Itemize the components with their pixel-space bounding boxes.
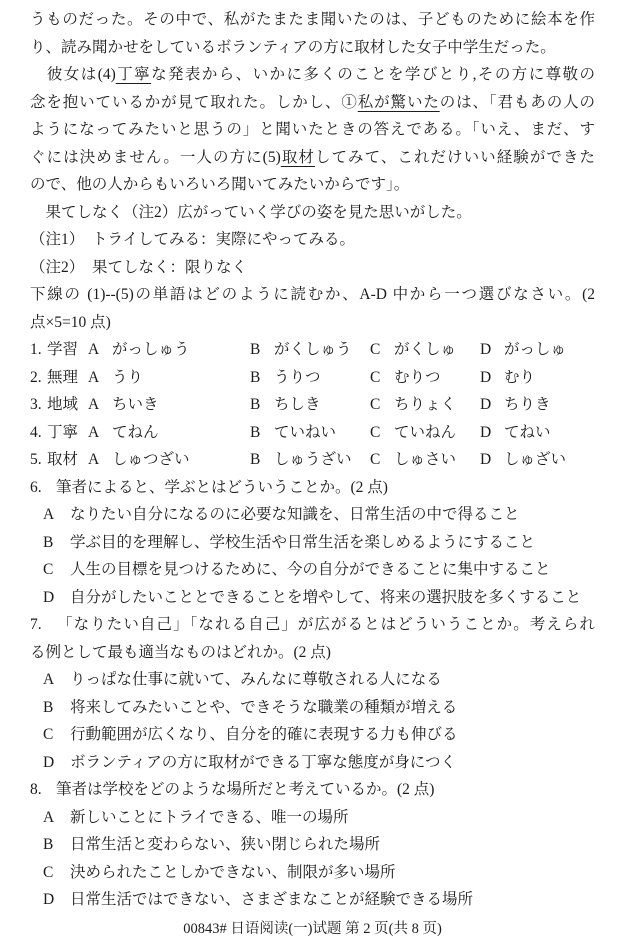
vocab-option-d — [480, 419, 595, 447]
option-label: A — [43, 671, 55, 688]
vocab-row — [30, 446, 595, 474]
option-label: D — [43, 753, 55, 771]
option-label: B — [43, 836, 54, 853]
option-label: A — [43, 808, 55, 826]
question-stem — [30, 639, 595, 667]
paragraph-text: ようになってみたいと思うの」と聞いたときの答えである。「いえ、まだ、す — [30, 121, 595, 138]
vocab-option-a — [88, 364, 250, 392]
answer-option — [30, 804, 595, 832]
question-number: 3. — [30, 396, 42, 413]
instruction-line: 点×5=10 点) — [30, 313, 111, 331]
underlined-word: 丁寧 — [115, 66, 152, 83]
option-label: A — [88, 423, 100, 441]
paragraph-line — [30, 61, 595, 89]
option-text: 新しいことにトライできる、唯一の場所 — [70, 808, 349, 826]
note-line: （注1） トライしてみる：実際にやってみる。 — [30, 231, 356, 248]
option-label: D — [43, 588, 55, 606]
underlined-word: 取材 — [280, 148, 315, 166]
question-number: 4. — [30, 423, 42, 441]
option-text: がくしゅ — [394, 341, 457, 358]
vocab-option-c — [370, 391, 480, 419]
option-label: D — [480, 451, 492, 468]
option-text: てねい — [504, 423, 551, 441]
paragraph-text: ぐには決めません。一人の方に(5) — [30, 148, 281, 166]
note-line: （注2） 果てしなく：限りなく — [30, 258, 248, 276]
option-label: D — [480, 396, 492, 413]
paragraph-text: のは、「君もあの人の — [439, 93, 595, 111]
answer-option — [30, 666, 595, 694]
option-label: A — [88, 368, 100, 386]
vocab-word: 丁寧 — [47, 423, 79, 441]
option-text: がっしゅ — [504, 341, 567, 358]
vocab-word-cell — [30, 419, 88, 447]
answer-option — [30, 584, 595, 612]
vocab-option-c — [370, 419, 480, 447]
question-stem-text: 筆者によると、学ぶとはどういうことか。(2 点) — [56, 478, 388, 496]
option-label: D — [43, 891, 55, 908]
vocab-row — [30, 364, 595, 392]
option-text: 人生の目標を見つけるために、今の自分ができることに集中すること — [70, 561, 551, 578]
option-label: A — [88, 451, 100, 468]
vocab-word-cell — [30, 446, 88, 474]
option-label: A — [43, 506, 55, 523]
vocab-row — [30, 391, 595, 419]
question-number: 6. — [30, 478, 42, 496]
answer-option — [30, 501, 595, 529]
question-stem-text: 「なりたい自己」「なれる自己」が広がるとはどういうことか。考えられ — [56, 616, 595, 633]
option-text: なりたい自分になるのに必要な知識を、日常生活の中で得ること — [70, 506, 520, 523]
option-label: C — [370, 368, 381, 386]
option-label: B — [250, 423, 261, 441]
option-text: しゅうざい — [274, 451, 352, 468]
question-stem — [30, 611, 595, 639]
option-text: ていねん — [394, 423, 457, 441]
answer-option — [30, 859, 595, 887]
option-text: むり — [504, 368, 536, 386]
vocab-option-a — [88, 446, 250, 474]
answer-option — [30, 694, 595, 722]
paragraph-line — [30, 6, 595, 34]
option-text: がくしゅう — [274, 341, 352, 358]
option-text: ボランティアの方に取材ができる丁寧な態度が身につく — [70, 753, 456, 771]
question-stem-text: 筆者は学校をどのような場所だと考えているか。(2 点) — [56, 781, 435, 798]
option-text: 学ぶ目的を理解し、学校生活や日常生活を楽しめるようにすること — [70, 533, 536, 551]
vocab-word: 地域 — [47, 396, 79, 413]
option-text: ちしき — [274, 396, 321, 413]
option-text: 行動範囲が広くなり、自分を的確に表現する力も伸びる — [70, 726, 458, 743]
paragraph-text: り、読み聞かせをしているボランティアの方に取材した女子中学生だった。 — [30, 38, 556, 56]
question-number: 5. — [30, 451, 42, 468]
option-text: 日常生活ではできない、さまざまなことが経験できる場所 — [70, 891, 474, 908]
question-stem-text: る例として最も適当なものはどれか。(2 点) — [30, 643, 331, 661]
option-label: C — [370, 341, 381, 358]
option-text: 決められたことしかできない、制限が多い場所 — [70, 863, 396, 881]
option-label: B — [250, 451, 261, 468]
underlined-word: 私が驚いた — [357, 93, 440, 111]
option-label: B — [43, 533, 54, 551]
paragraph-text: うものだった。その中で、私がたまたま聞いたのは、子どものために絵本を作 — [30, 11, 595, 28]
vocab-word-cell — [30, 364, 88, 392]
vocab-option-a — [88, 419, 250, 447]
paragraph-line — [30, 89, 595, 117]
option-label: C — [43, 726, 54, 743]
option-label: D — [480, 423, 492, 441]
vocab-row — [30, 419, 595, 447]
paragraph-text: 果てしなく（注2）広がっていく学びの姿を見た思いがした。 — [30, 203, 472, 221]
option-label: D — [480, 368, 492, 386]
paragraph-text: 念を抱いているかが見て取れた。しかし、① — [30, 93, 358, 111]
option-text: ていねい — [274, 423, 337, 441]
option-label: B — [43, 698, 54, 716]
option-label: D — [480, 341, 492, 358]
option-text: うり — [112, 368, 144, 386]
paragraph-line — [30, 34, 595, 62]
instruction-line: 下線の (1)--(5)の単語はどのように読むか、A-D 中から一つ選びなさい。(2 — [30, 286, 595, 303]
vocab-word: 無理 — [47, 368, 79, 386]
option-label: C — [370, 451, 381, 468]
vocab-word: 取材 — [47, 451, 79, 468]
option-text: うりつ — [274, 368, 321, 386]
paragraph-text: ので、他の人からもいろいろ聞いてみたいからです」。 — [30, 176, 410, 193]
option-label: C — [43, 863, 54, 881]
paragraph-line — [30, 144, 595, 172]
option-text: しゅざい — [504, 451, 567, 468]
option-text: 日常生活と変わらない、狭い閉じられた場所 — [70, 836, 381, 853]
paragraph-text: な発表から、いかに多くのことを学びとり,その方に尊敬の — [151, 66, 595, 83]
paragraph-line — [30, 171, 595, 199]
option-text: りっぱな仕事に就いて、みんなに尊敬される人になる — [70, 671, 442, 688]
option-label: C — [370, 423, 381, 441]
answer-option — [30, 529, 595, 557]
option-label: B — [250, 368, 261, 386]
answer-option — [30, 556, 595, 584]
option-text: がっしゅう — [112, 341, 190, 358]
question-number: 8. — [30, 781, 42, 798]
vocab-word-cell — [30, 336, 88, 364]
option-text: てねん — [112, 423, 159, 441]
option-label: C — [43, 561, 54, 578]
vocab-option-a — [88, 391, 250, 419]
option-text: ちりき — [504, 396, 551, 413]
paragraph-text: してみて、これだけいい経験ができた — [314, 148, 595, 166]
option-text: ちいき — [112, 396, 159, 413]
vocab-option-c — [370, 364, 480, 392]
vocab-option-b — [250, 419, 370, 447]
option-text: むりつ — [394, 368, 441, 386]
vocab-option-d — [480, 446, 595, 474]
vocab-option-d — [480, 336, 595, 364]
vocab-word-cell — [30, 391, 88, 419]
question-stem — [30, 474, 595, 502]
option-text: 将来してみたいことや、できそうな職業の種類が増える — [70, 698, 458, 716]
paragraph-line — [30, 199, 595, 227]
vocab-option-c — [370, 336, 480, 364]
question-number: 2. — [30, 368, 42, 386]
vocab-row — [30, 336, 595, 364]
vocab-option-b — [250, 364, 370, 392]
question-number: 1. — [30, 341, 42, 358]
answer-option — [30, 886, 595, 914]
option-label: C — [370, 396, 381, 413]
answer-option — [30, 721, 595, 749]
vocab-option-b — [250, 446, 370, 474]
paragraph-line — [30, 116, 595, 144]
question-stem — [30, 776, 595, 804]
vocab-option-c — [370, 446, 480, 474]
option-label: B — [250, 341, 261, 358]
option-label: A — [88, 341, 100, 358]
vocab-option-b — [250, 336, 370, 364]
option-label: B — [250, 396, 261, 413]
option-text: しゅつざい — [112, 451, 190, 468]
paragraph-text: 彼女は(4) — [30, 66, 116, 83]
option-label: A — [88, 396, 100, 413]
vocab-option-d — [480, 391, 595, 419]
question-number: 7. — [30, 616, 42, 633]
answer-option — [30, 749, 595, 777]
option-text: しゅさい — [394, 451, 457, 468]
vocab-word: 学習 — [47, 341, 79, 358]
page-footer: 00843# 日语阅读(一)试题 第 2 页(共 8 页) — [183, 920, 442, 937]
option-text: 自分がしたいこととできることを増やして、将来の選択肢を多くすること — [70, 588, 582, 606]
vocab-option-b — [250, 391, 370, 419]
option-text: ちりょく — [394, 396, 457, 413]
answer-option — [30, 831, 595, 859]
vocab-option-d — [480, 364, 595, 392]
vocab-option-a — [88, 336, 250, 364]
